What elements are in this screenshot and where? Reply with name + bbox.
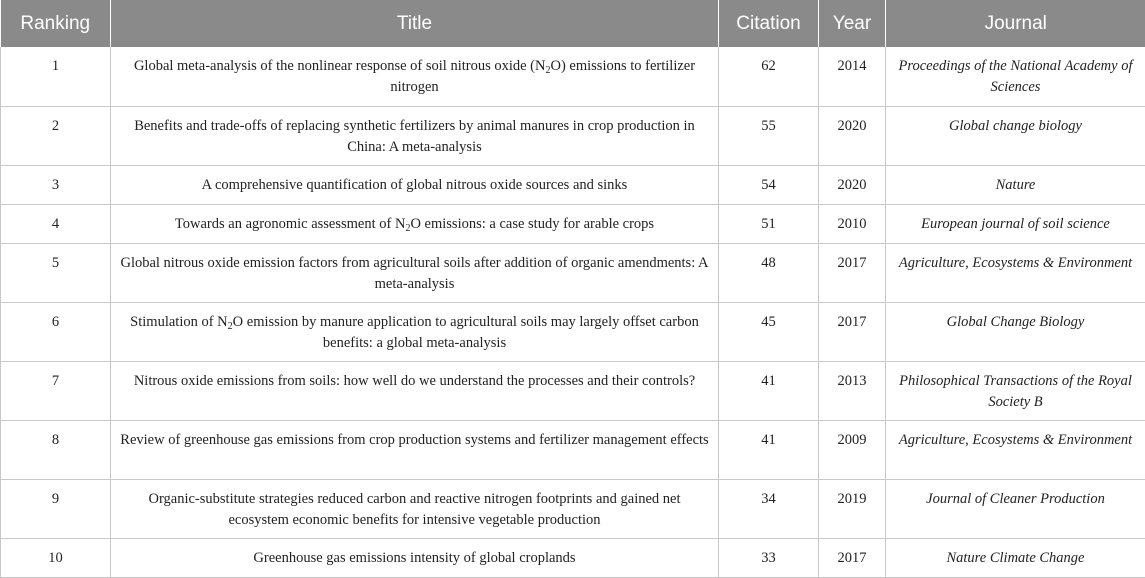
title-cell	[111, 479, 719, 538]
ranking-cell: 4	[1, 204, 111, 243]
table-header	[1, 0, 1145, 47]
journal-cell: Global Change Biology	[886, 302, 1145, 361]
ranking-cell: 6	[1, 302, 111, 361]
header-citation: Citation	[719, 0, 819, 47]
table-row	[1, 538, 1145, 577]
table-row	[1, 361, 1145, 420]
title-part: Global nitrous oxide emission factors from agricultural soils after addition of organic amendments: A meta-analysis	[120, 254, 709, 292]
title-text	[175, 216, 654, 232]
title-part: Towards an agronomic assessment of N	[174, 215, 406, 232]
year-cell: 2019	[819, 479, 886, 538]
title-text	[134, 118, 695, 155]
table-row	[1, 106, 1145, 165]
journal-cell: Nature Climate Change	[886, 538, 1145, 577]
citation-cell: 55	[719, 106, 819, 165]
title-part: O) emissions to fertilizer nitrogen	[390, 58, 696, 95]
title-cell	[111, 361, 719, 420]
subscript: 2	[405, 222, 411, 234]
title-text	[253, 550, 575, 566]
ranking-cell: 5	[1, 243, 111, 302]
ranking-cell: 1	[1, 47, 111, 106]
header-ranking: Ranking	[1, 0, 111, 47]
journal-cell: Global change biology	[886, 106, 1145, 165]
header-journal: Journal	[886, 0, 1145, 47]
table-row	[1, 243, 1145, 302]
title-part: Nitrous oxide emissions from soils: how well do we understand the processes and their controls?	[133, 372, 696, 389]
table-row	[1, 302, 1145, 361]
journal-cell: Agriculture, Ecosystems & Environment	[886, 420, 1145, 479]
ranking-cell: 3	[1, 165, 111, 204]
title-part: Stimulation of N	[130, 313, 228, 330]
header-title: Title	[111, 0, 719, 47]
citation-cell: 45	[719, 302, 819, 361]
year-cell: 2013	[819, 361, 886, 420]
title-text	[120, 255, 708, 292]
citation-cell: 54	[719, 165, 819, 204]
subscript: 2	[227, 320, 233, 332]
year-cell: 2017	[819, 243, 886, 302]
citation-cell: 62	[719, 47, 819, 106]
title-text	[130, 314, 699, 351]
header-year: Year	[819, 0, 886, 47]
subscript: 2	[545, 65, 551, 76]
citation-cell: 33	[719, 538, 819, 577]
title-part: Global meta-analysis of the nonlinear response of soil nitrous oxide (N	[133, 58, 546, 74]
title-part: Benefits and trade-offs of replacing synthetic fertilizers by animal manures in crop production in China: A meta-analysis	[134, 117, 695, 155]
title-part: O emission by manure application to agricultural soils may largely offset carbon benefits: a global meta-analysis	[232, 313, 699, 351]
title-cell	[111, 106, 719, 165]
journal-cell: Proceedings of the National Academy of Sciences	[886, 47, 1145, 106]
table-row	[1, 165, 1145, 204]
title-part: O emissions: a case study for arable crops	[410, 215, 655, 232]
title-cell	[111, 243, 719, 302]
table-row	[1, 420, 1145, 479]
citation-cell: 41	[719, 361, 819, 420]
citation-cell: 41	[719, 420, 819, 479]
title-text	[120, 432, 708, 448]
ranking-cell: 7	[1, 361, 111, 420]
table-row	[1, 204, 1145, 243]
ranking-cell: 9	[1, 479, 111, 538]
table-body	[1, 47, 1145, 577]
title-cell	[111, 420, 719, 479]
citation-cell: 51	[719, 204, 819, 243]
title-cell	[111, 47, 719, 106]
title-text	[134, 373, 695, 389]
title-cell	[111, 302, 719, 361]
year-cell: 2017	[819, 538, 886, 577]
year-cell: 2020	[819, 106, 886, 165]
ranking-cell: 2	[1, 106, 111, 165]
year-cell: 2017	[819, 302, 886, 361]
title-part: Review of greenhouse gas emissions from crop production systems and fertilizer management effects	[120, 431, 709, 448]
title-part: A comprehensive quantification of global nitrous oxide sources and sinks	[201, 176, 628, 193]
year-cell: 2010	[819, 204, 886, 243]
journal-cell: Agriculture, Ecosystems & Environment	[886, 243, 1145, 302]
table-row	[1, 479, 1145, 538]
journal-cell: Journal of Cleaner Production	[886, 479, 1145, 538]
title-cell	[111, 538, 719, 577]
year-cell: 2014	[819, 47, 886, 106]
journal-cell: European journal of soil science	[886, 204, 1145, 243]
title-cell	[111, 204, 719, 243]
title-part: Organic-substitute strategies reduced carbon and reactive nitrogen footprints and gained net ecosystem economic benefits for intensive vegetable production	[148, 490, 681, 528]
citation-cell: 34	[719, 479, 819, 538]
citation-cell: 48	[719, 243, 819, 302]
title-cell	[111, 165, 719, 204]
ranking-cell: 10	[1, 538, 111, 577]
journal-cell: Nature	[886, 165, 1145, 204]
title-text	[134, 58, 695, 95]
table-row	[1, 47, 1145, 106]
title-part: Greenhouse gas emissions intensity of global croplands	[253, 549, 576, 566]
year-cell: 2009	[819, 420, 886, 479]
journal-cell: Philosophical Transactions of the Royal Society B	[886, 361, 1145, 420]
year-cell: 2020	[819, 165, 886, 204]
title-text	[148, 491, 680, 528]
title-text	[202, 177, 628, 193]
ranking-cell: 8	[1, 420, 111, 479]
